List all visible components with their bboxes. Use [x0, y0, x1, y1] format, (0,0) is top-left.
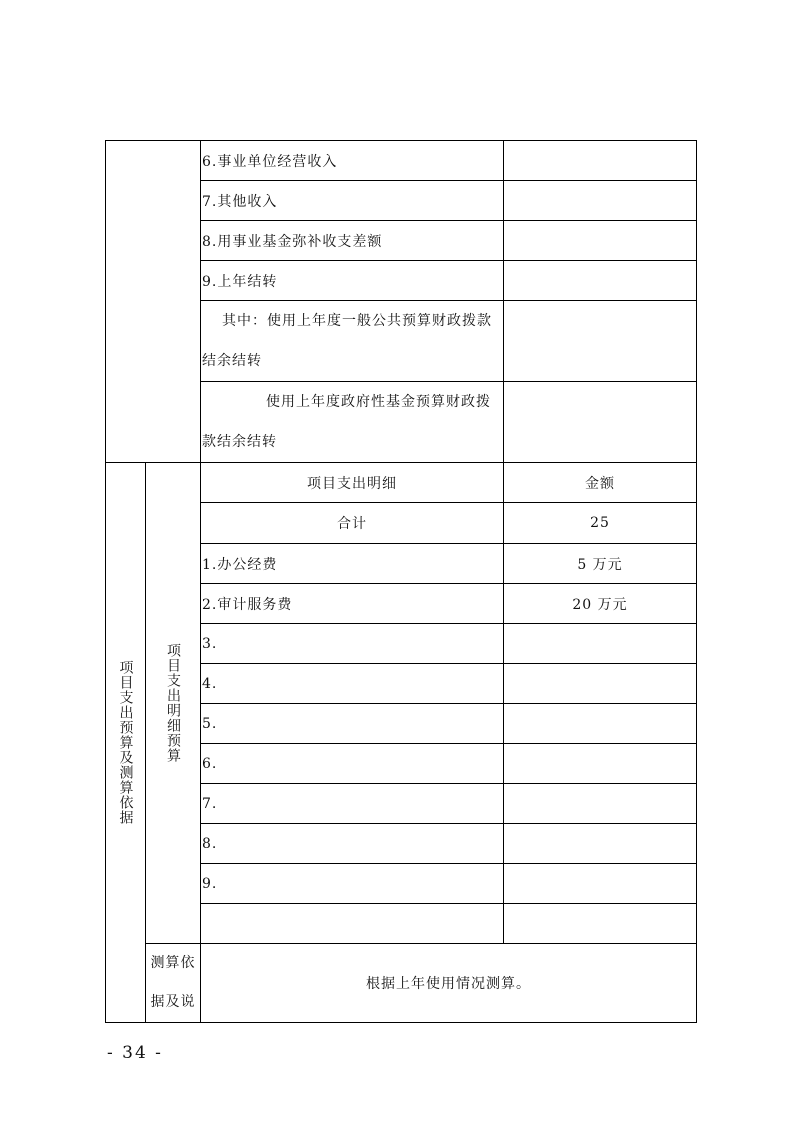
- item-amount: [504, 664, 697, 704]
- page-number: - 34 -: [107, 1043, 163, 1063]
- table-row: [106, 463, 697, 503]
- item-amount: [504, 904, 697, 944]
- carryover-general-line1: 其中：使用上年度一般公共预算财政拨款: [222, 313, 492, 329]
- item-amount: [504, 824, 697, 864]
- basis-text: 根据上年使用情况测算。: [201, 944, 697, 1023]
- item-label: 2.审计服务费: [201, 584, 504, 624]
- row-label: 9.上年结转: [201, 261, 504, 301]
- row-value: [504, 261, 697, 301]
- item-amount: [504, 744, 697, 784]
- project-inner-label-cell: [146, 463, 201, 944]
- item-amount: 5 万元: [504, 544, 697, 584]
- header-amount: 金额: [504, 463, 697, 503]
- header-item: 项目支出明细: [201, 463, 504, 503]
- carryover-fund-line2: 款结余结转: [202, 434, 277, 450]
- total-label: 合计: [201, 503, 504, 544]
- item-label: [201, 904, 504, 944]
- item-label: 6.: [201, 744, 504, 784]
- table-row: [106, 944, 697, 1023]
- row-value: [504, 221, 697, 261]
- row-label: 8.用事业基金弥补收支差额: [201, 221, 504, 261]
- carryover-fund-cell: [201, 382, 504, 463]
- item-label: 1.办公经费: [201, 544, 504, 584]
- carryover-general-cell: [201, 301, 504, 382]
- blank-section-label-cell: [106, 141, 201, 463]
- table-row: [106, 141, 697, 181]
- basis-label-cell: [146, 944, 201, 1023]
- item-label: 9.: [201, 864, 504, 904]
- total-amount: 25: [504, 503, 697, 544]
- row-value: [504, 382, 697, 463]
- item-amount: [504, 624, 697, 664]
- basis-label-line1: 测算依: [150, 955, 196, 971]
- item-label: 7.: [201, 784, 504, 824]
- item-amount: [504, 704, 697, 744]
- carryover-fund-line1: 使用上年度政府性基金预算财政拨: [266, 394, 491, 410]
- item-label: 3.: [201, 624, 504, 664]
- project-outer-label: 项目支出预算及测算依据: [117, 660, 134, 825]
- row-label: 6.事业单位经营收入: [201, 141, 504, 181]
- row-value: [504, 141, 697, 181]
- item-label: 8.: [201, 824, 504, 864]
- item-amount: [504, 784, 697, 824]
- basis-label-line2: 据及说: [150, 994, 196, 1010]
- row-label: 7.其他收入: [201, 181, 504, 221]
- project-outer-label-cell: [106, 463, 146, 1023]
- item-amount: 20 万元: [504, 584, 697, 624]
- item-label: 4.: [201, 664, 504, 704]
- item-label: 5.: [201, 704, 504, 744]
- budget-table: [105, 140, 697, 1023]
- row-value: [504, 301, 697, 382]
- item-amount: [504, 864, 697, 904]
- row-value: [504, 181, 697, 221]
- project-inner-label: 项目支出明细预算: [165, 643, 181, 763]
- carryover-general-line2: 结余结转: [202, 353, 262, 369]
